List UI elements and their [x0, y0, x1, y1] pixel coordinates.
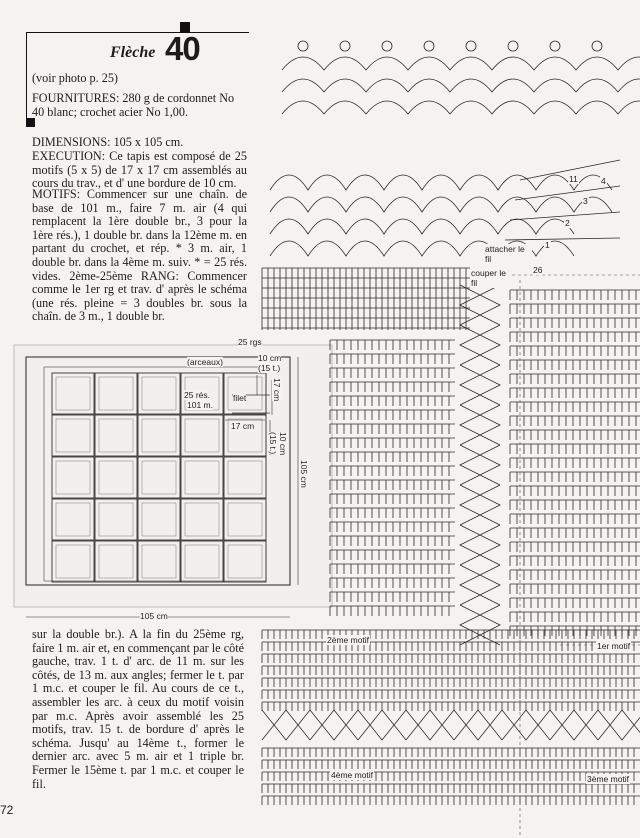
motif-width-label: 17 cm: [231, 421, 255, 431]
pattern-title: Flèche: [110, 44, 156, 61]
execution-text: EXECUTION: Ce tapis est composé de 25 motifs (5 x 5) de 17 x 17 cm assemblés au cours du trav., et d' une bordure de 10 cm.: [32, 149, 247, 191]
attach-yarn-label: attacher le fil: [484, 244, 532, 264]
border-rounds-label: (15 t.): [258, 363, 281, 373]
spaces-count-label: 25 rés.: [184, 390, 210, 400]
stitch-26-label: 26: [533, 265, 543, 275]
round-number-2: 2: [565, 218, 570, 228]
page-number: 72: [0, 803, 14, 817]
round-number-4: 4: [601, 176, 606, 186]
photo-reference: (voir photo p. 25): [32, 71, 118, 85]
round-number-3: 3: [583, 196, 588, 206]
filet-label: filet: [233, 393, 247, 403]
motif-2-label: 2ème motif: [327, 635, 370, 645]
arc-count-label: 11: [569, 174, 578, 184]
continuation-text: sur la double br.). A la fin du 25ème rg, faire 1 m. air et, en commençant par le côté gauche, trav. 1 t. d' arc. de 11 m. sur les côtés, de 13 m. aux angles; fermer le t. par 1 m.c. et couper le fil. Au cours de ce t., assembler les arc. à ceux du motif voisin par m.c. Après avoir assemblé les 25 motifs, trav. 15 t. de bordure d' après le schéma. Jusqu' au 14ème t., former le dernier arc. avec 5 m. air et 1 triple br. Fermer le 15ème t. par 1 m.c. et couper le fil.: [32, 627, 244, 791]
motifs-instructions: MOTIFS: Commencer sur une chaîn. de base de 101 m., faire 7 m. air (4 qui remplacent la 1ère double br., 3 pour la 1ère rés.), 1 double br. dans la 12ème m. en partant du crochet, et rép. * 3 m. air, 1 double br. dans la 4ème m. suiv. * = 25 rés. vides. 2ème-25ème RANG: Commencer comme le 1er rg et trav. d' après le schéma (une rés. pleine = 3 doubles br. sous la chaîn. de 3 m., 1 double br.: [32, 187, 247, 324]
materials-text: FOURNITURES: 280 g de cordonnet No 40 blanc; crochet acier No 1,00.: [32, 91, 235, 119]
arcs-label: (arceaux): [187, 357, 223, 367]
motif-1-label: 1er motif: [597, 641, 631, 651]
dimensions-text: DIMENSIONS: 105 x 105 cm.: [32, 135, 184, 149]
round-number-1: 1: [545, 240, 550, 250]
total-width-label: 105 cm: [140, 611, 168, 621]
border-height-label: 10 cm: [278, 432, 288, 456]
cut-yarn-label: couper le fil: [470, 268, 510, 288]
rows-count-label: 25 rgs: [238, 337, 262, 347]
pattern-number: 40: [165, 30, 200, 67]
border-width-label: 10 cm: [258, 353, 282, 363]
motif-height-label: 17 cm: [272, 378, 282, 402]
border-rounds-label-b: (15 t.): [268, 432, 278, 455]
motif-3-label: 3ème motif: [587, 774, 630, 784]
motif-4-label: 4ème motif: [331, 770, 374, 780]
stitch-count-label: 101 m.: [187, 400, 213, 410]
total-height-label: 105 cm: [299, 460, 309, 488]
